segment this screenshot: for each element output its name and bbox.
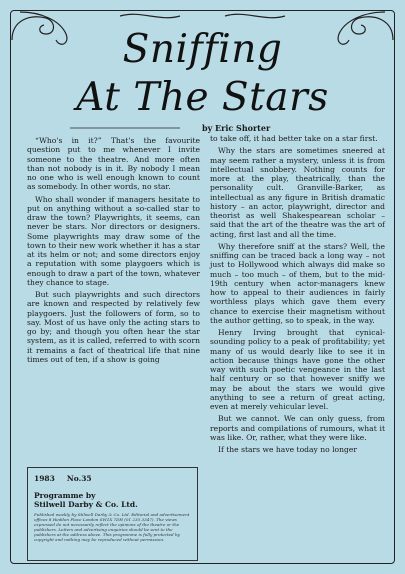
- left-column: [27, 136, 200, 367]
- issue-number: No.35: [66, 474, 92, 483]
- paragraph: But we cannot. We can only guess, from reports and compilations of rumours, what it was like. Or, rather, what they were like.: [210, 414, 385, 442]
- small-print: Published weekly by Stilwell Darby & Co. Ltd. Editorial and advertisement offices 8 Heddon Place London SW1X 7DH (01 235 3347). The views expressed do not necessarily reflect the opinions of the theatre or the publishers. Letters and advertising enquiries should be sent to the publishers at the address above. This programme is fully protected by copyright and nothing may be reproduced without permission.: [34, 512, 190, 542]
- paragraph: Henry Irving brought that cynical-sounding policy to a peak of profitability; yet many of us would dearly like to see it in action because things have gone the other way with such poetic vengeance in the last half century or so that however sniffy we may be about the stars we would give anything to see a return of great acting, even at merely vehicular level.: [210, 328, 385, 411]
- publisher-name: Stilwell Darby & Co. Ltd.: [34, 500, 138, 509]
- right-column: [210, 134, 385, 457]
- title-line-2: At The Stars: [76, 75, 329, 120]
- title-line-1: Sniffing: [122, 27, 283, 72]
- issue-line: [34, 474, 191, 483]
- issue-year: 1983: [34, 474, 55, 483]
- paragraph: If the stars we have today no longer: [218, 445, 357, 454]
- paragraph: Who shall wonder if managers hesitate to put on anything without a so-called star to draw the town? Playwrights, it seems, can never be stars. Nor directors or designers. Some playwrights may draw some of the town to their new work whether it has a star at its helm or not; and some directors enjoy a reputation with some playgoers which is enough to draw a part of the town, whatever they chance to stage.: [27, 194, 200, 287]
- programme-credit: [34, 491, 191, 509]
- publication-info-box: [27, 467, 198, 561]
- paragraph: But such playwrights and such directors are known and respected by relatively few playgoers. Just the followers of form, so to say. Most of us have only the acting stars to go by; and though you often hear the star system, as it is called, referred to with scorn it remains a fact of theatrical life that nine times out of ten, if a show is going: [27, 290, 200, 364]
- paragraph: Why the stars are sometimes sneered at may seem rather a mystery, unless it is from intellectual snobbery. Nothing counts for more at the play, theatrically, than the personality cult. Granville-Barker, as intellectual as any figure in British dramatic history – an actor, playwright, director and theorist as well Shakespearean scholar – said that the art of the theatre was the art of acting, first last and all the time.: [210, 146, 385, 239]
- paragraph: “Who's in it?” That's the favourite question put to me whenever I invite someone to the theatre. And more often than not nobody is in it. By nobody I mean no one who is well enough known to count as somebody. In other words, no star.: [27, 136, 200, 192]
- paragraph: Why therefore sniff at the stars? Well, the sniffing can be traced back a long way – not just to Hollywood which always did make so much – too much – of them, but to the mid-19th century when actor-managers knew how to appeal to their audiences in fairly worthless plays which gave them every chance to exercise their magnetism without the author getting, so to speak, in the way.: [210, 241, 385, 325]
- programme-by: Programme by: [34, 491, 96, 500]
- paragraph: to take off, it had better take on a star first.: [210, 134, 378, 143]
- byline: by Eric Shorter: [202, 123, 271, 133]
